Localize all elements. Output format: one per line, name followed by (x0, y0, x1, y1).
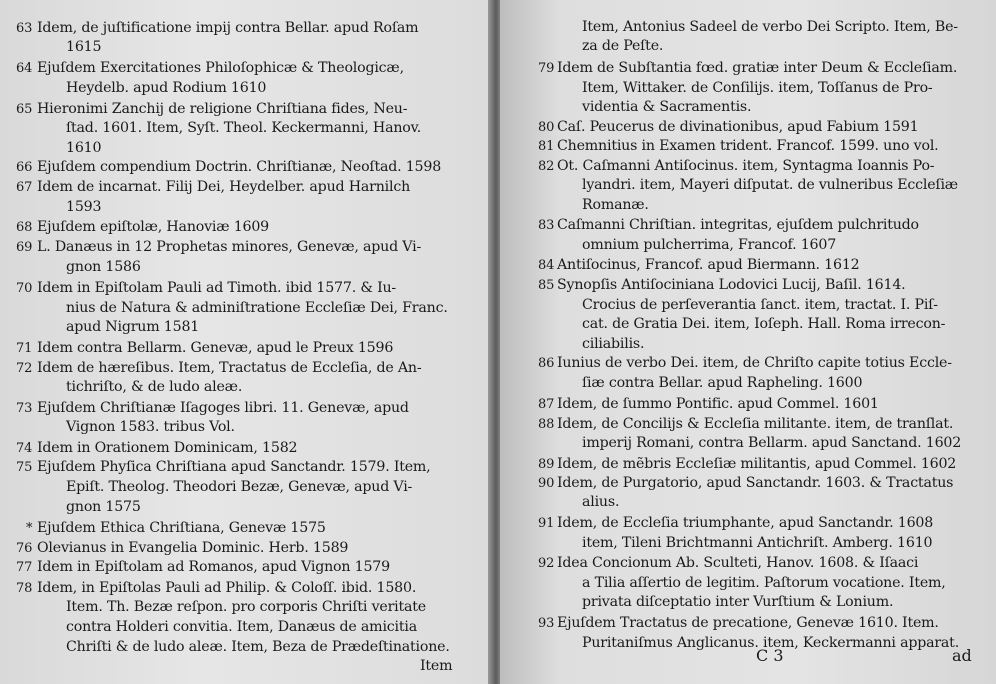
right-entry-number: 83 (538, 218, 555, 233)
right-entry-number: 88 (538, 417, 555, 432)
right-entry-line: za de Peſte. (582, 38, 664, 54)
left-entry-line: gnon 1575 (66, 499, 141, 515)
right-entry-line: Item, Wittaker. de Conſilijs. item, Toſſanus de Pro- (582, 80, 933, 96)
left-entry-line: contra Holderi convitia. Item, Danæus de amicitia (66, 619, 417, 635)
left-entry-line: nius de Natura & adminiſtratione Eccleſiæ Dei, Franc. (66, 300, 448, 316)
catchword: ad (952, 646, 972, 665)
left-entry-line: 1593 (66, 199, 102, 215)
right-entry-number: 92 (538, 556, 555, 571)
right-entry-line: Idea Concionum Ab. Sculteti, Hanov. 1608. & Iſaaci (557, 555, 919, 571)
left-entry-number: 78 (16, 581, 33, 596)
left-entry-line: L. Danæus in 12 Prophetas minores, Genevæ, apud Vi- (37, 239, 422, 255)
left-entry-line: Ejuſdem Exercitationes Philoſophicæ & Theologicæ, (37, 60, 404, 76)
right-entry-number: 80 (538, 120, 555, 135)
left-entry-line: gnon 1586 (66, 259, 141, 275)
right-entry-line: Ejuſdem Tractatus de precatione, Genevæ 1610. Item. (557, 615, 939, 631)
right-entry-number: 79 (538, 61, 555, 76)
right-entry-line: Idem de Subſtantia fœd. gratiæ inter Deum & Eccleſiam. (557, 60, 958, 76)
left-entry-number: 75 (16, 460, 33, 475)
right-entry-number: 90 (538, 476, 555, 491)
right-entry-line: ciliabilis. (582, 336, 645, 352)
left-entry-number: 71 (16, 341, 33, 356)
right-entry-line: Synopſis Antiſociniana Lodovici Lucij, Baſil. 1614. (557, 277, 906, 293)
left-entry-line: Vignon 1583. tribus Vol. (66, 419, 235, 435)
right-entry-line: Caſ. Peucerus de divinationibus, apud Fabium 1591 (557, 119, 919, 135)
left-entry-number: 74 (16, 441, 33, 456)
left-entry-line: Ejuſdem Chriſtianæ Iſagoges libri. 11. Genevæ, apud (37, 400, 409, 416)
left-entry-line: Idem de incarnat. Filij Dei, Heydelber. apud Harnilch (37, 179, 411, 195)
left-entry-number: 67 (16, 180, 33, 195)
right-entry-line: Idem, de Purgatorio, apud Sanctandr. 1603. & Tractatus (557, 475, 954, 491)
left-entry-line: Olevianus in Evangelia Dominic. Herb. 1589 (37, 540, 349, 556)
left-entry-line: Item. Th. Bezæ reſpon. pro corporis Chriſti veritate (66, 599, 426, 615)
left-entry-line: Idem, in Epiſtolas Pauli ad Philip. & Coloſſ. ibid. 1580. (37, 580, 417, 596)
right-entry-line: Idem, de mẽbris Eccleſiæ militantis, apud Commel. 1602 (557, 456, 957, 472)
right-entry-number: 89 (538, 457, 555, 472)
right-entry-line: lyandri. item, Mayeri diſputat. de vulneribus Eccleſiæ (582, 177, 958, 193)
left-entry-number: * (26, 521, 33, 536)
right-page (500, 0, 996, 684)
right-entry-line: alius. (582, 494, 620, 510)
right-entry-line: Romanæ. (582, 197, 649, 213)
right-entry-line: Puritaniſmus Anglicanus. item, Keckermanni apparat. (582, 635, 959, 651)
right-entry-number: 84 (538, 258, 555, 273)
right-entry-line: Idem, de Eccleſia triumphante, apud Sanctandr. 1608 (557, 515, 934, 531)
right-entry-line: a Tilia aſſertio de legitim. Paſtorum vocatione. Item, (582, 575, 946, 591)
right-entry-line: videntia & Sacramentis. (582, 99, 752, 115)
left-entry-line: 1615 (66, 39, 102, 55)
left-entry-line: 1610 (66, 140, 102, 156)
left-entry-number: 66 (16, 160, 33, 175)
left-entry-line: Idem in Epiſtolam Pauli ad Timoth. ibid 1577. & Iu- (37, 280, 397, 296)
left-entry-line: Idem de hæreſibus. Item, Tractatus de Eccleſia, de An- (37, 360, 422, 376)
right-entry-number: 86 (538, 356, 555, 371)
left-entry-number: 65 (16, 102, 33, 117)
left-entry-number: 69 (16, 240, 33, 255)
left-entry-number: 76 (16, 541, 33, 556)
left-entry-line: Ejuſdem compendium Doctrin. Chriſtianæ, Neoſtad. 1598 (37, 159, 442, 175)
left-entry-line: Heydelb. apud Rodium 1610 (66, 80, 267, 96)
right-entry-line: imperij Romani, contra Bellarm. apud Sanctand. 1602 (582, 435, 962, 451)
left-entry-number: 70 (16, 281, 33, 296)
right-entry-line: item, Tileni Brichtmanni Antichriſt. Amberg. 1610 (582, 535, 933, 551)
left-page (0, 0, 492, 684)
right-entry-number: 81 (538, 139, 555, 154)
left-entry-line: Idem in Orationem Dominicam, 1582 (37, 440, 298, 456)
left-entry-number: 77 (16, 560, 33, 575)
right-entry-line: Idem, de ſummo Pontific. apud Commel. 1601 (557, 396, 879, 412)
right-entry-line: Item, Antonius Sadeel de verbo Dei Scripto. Item, Be- (582, 19, 958, 35)
left-entry-number: 63 (16, 21, 33, 36)
left-entry-line: Epiſt. Theolog. Theodori Bezæ, Genevæ, apud Vi- (66, 479, 413, 495)
left-entry-number: 73 (16, 401, 33, 416)
right-entry-line: ſiæ contra Bellar. apud Rapheling. 1600 (582, 375, 863, 391)
left-entry-line: ſtad. 1601. Item, Syſt. Theol. Keckermanni, Hanov. (66, 120, 422, 136)
right-entry-line: Ot. Caſmanni Antiſocinus. item, Syntagma Ioannis Po- (557, 158, 935, 174)
left-entry-number: 64 (16, 61, 33, 76)
right-entry-line: Chemnitius in Examen trident. Francof. 1599. uno vol. (557, 138, 939, 154)
right-entry-line: Idem, de Concilijs & Eccleſia militante. item, de tranſlat. (557, 416, 954, 432)
left-entry-line: tichriſto, & de ludo aleæ. (66, 379, 243, 395)
left-entry-line: Ejuſdem Ethica Chriſtiana, Genevæ 1575 (37, 520, 326, 536)
left-entry-line: Ejuſdem Phyſica Chriſtiana apud Sanctandr. 1579. Item, (37, 459, 431, 475)
right-entry-line: Crocius de perſeverantia ſanct. item, tractat. I. Piſ- (582, 297, 938, 313)
left-entry-line: Idem in Epiſtolam ad Romanos, apud Vignon 1579 (37, 559, 390, 575)
right-entry-line: cat. de Gratia Dei. item, Ioſeph. Hall. Roma irrecon- (582, 316, 946, 332)
left-entry-number: 68 (16, 220, 33, 235)
left-entry-line: Ejuſdem epiſtolæ, Hanoviæ 1609 (37, 219, 270, 235)
left-entry-line: Chriſti & de ludo aleæ. Item, Beza de Prædeſtinatione. (66, 639, 450, 655)
right-entry-line: Caſmanni Chriſtian. integritas, ejuſdem pulchritudo (557, 217, 919, 233)
right-entry-line: privata diſceptatio inter Vurſtium & Lonium. (582, 594, 894, 610)
left-entry-line: Idem, de juſtificatione impij contra Bellar. apud Roſam (37, 20, 419, 36)
left-entry-line: apud Nigrum 1581 (66, 319, 200, 335)
right-entry-line: Iunius de verbo Dei. item, de Chriſto capite totius Eccle- (557, 355, 952, 371)
right-entry-number: 82 (538, 159, 555, 174)
right-entry-number: 91 (538, 516, 555, 531)
left-entry-line: Hieronimi Zanchij de religione Chriſtiana fides, Neu- (37, 101, 408, 117)
right-entry-number: 85 (538, 278, 555, 293)
right-entry-number: 87 (538, 397, 555, 412)
left-entry-line: Item (420, 658, 453, 674)
right-entry-number: 93 (538, 616, 555, 631)
right-entry-line: Antiſocinus, Francof. apud Biermann. 1612 (557, 257, 860, 273)
signature-mark: C 3 (756, 646, 784, 665)
right-entry-line: omnium pulcherrima, Francof. 1607 (582, 237, 837, 253)
left-entry-line: Idem contra Bellarm. Genevæ, apud le Preux 1596 (37, 340, 394, 356)
left-entry-number: 72 (16, 361, 33, 376)
